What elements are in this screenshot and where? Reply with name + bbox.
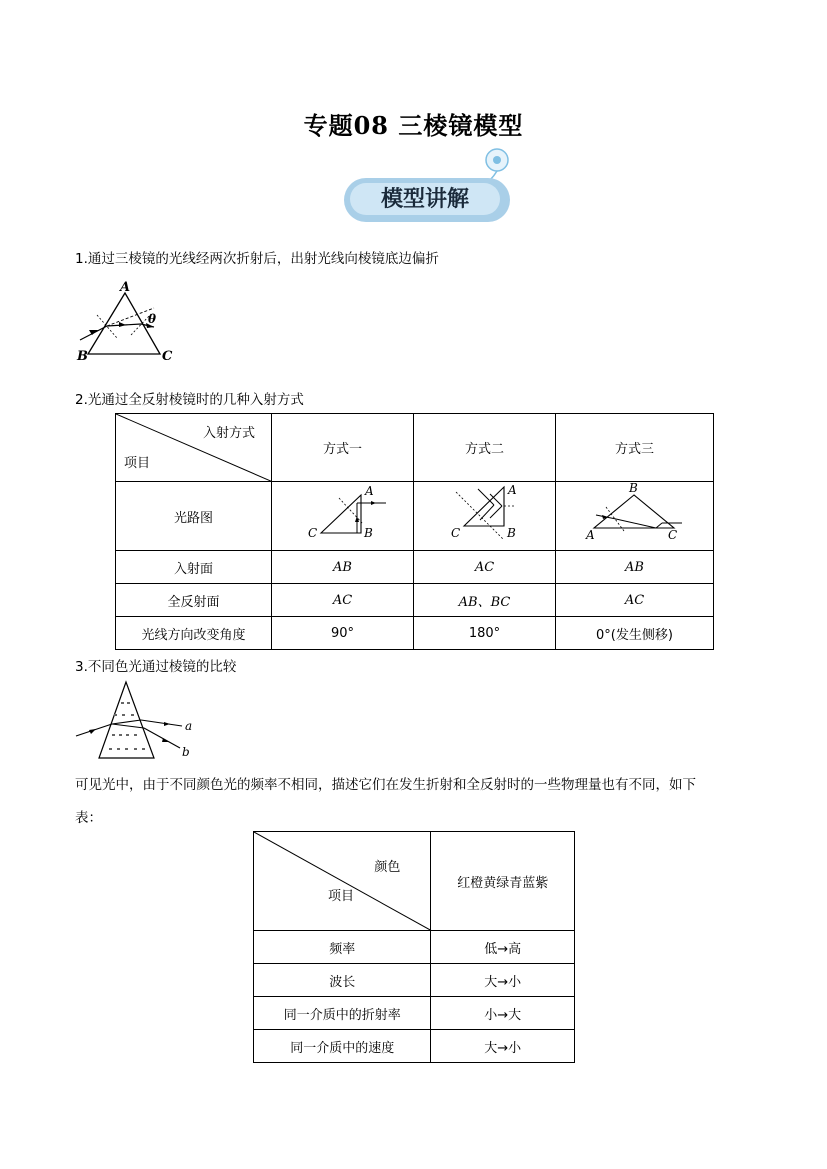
badge-label: 模型讲解 [380,187,469,212]
d2-b-label: B [507,526,517,540]
d1-a-label: A [364,484,374,498]
section-3-paragraph-line-2: 表： [75,810,102,826]
row-label: 全反射面 [116,584,272,617]
section-3-heading: 3.不同色光通过棱镜的比较 [75,659,237,675]
row-label: 频率 [254,931,431,964]
prism-deviation-figure [74,278,184,368]
table-cell: AB [272,551,414,584]
table-cell: 大→小 [431,1030,575,1063]
color-dispersion-figure [74,678,204,768]
table-cell: AB [555,551,713,584]
row-label: 同一介质中的折射率 [254,997,431,1030]
vertex-b-label: B [77,349,88,364]
corner-top-label: 颜色 [374,860,401,875]
table-cell: 大→小 [431,964,575,997]
page-title: 专题08 三棱镜模型 [303,111,524,140]
table-cell: 180° [414,617,556,650]
d1-c-label: C [307,526,317,540]
section-3-paragraph-line-1: 可见光中，由于不同颜色光的频率不相同，描述它们在发生折射和全反射时的一些物理量也有不同，如下 [75,777,696,793]
column-header: 方式一 [272,414,414,482]
diagram-cell [272,482,414,551]
vertex-c-label: C [162,349,173,364]
corner-bottom-label: 项目 [124,456,151,471]
table1-corner-cell [116,414,272,482]
table-cell: 小→大 [431,997,575,1030]
row-label: 入射面 [116,551,272,584]
column-header: 红橙黄绿青蓝紫 [431,832,575,931]
diagram-cell [414,482,556,551]
table-cell: AC [414,551,556,584]
row-label: 波长 [254,964,431,997]
table-cell: AB、BC [414,584,556,617]
light-path-diagram-3 [556,482,712,546]
corner-top-label: 入射方式 [203,426,256,441]
d2-c-label: C [451,526,461,540]
d3-a-label: A [586,528,596,542]
section-badge [344,178,510,222]
row-label: 光路图 [116,482,272,551]
d1-b-label: B [363,526,373,540]
theta-label: θ [148,312,157,326]
table-cell: AC [272,584,414,617]
light-path-diagram-1 [273,482,413,546]
d3-b-label: B [629,482,639,495]
color-properties-table [253,831,575,1063]
corner-bottom-label: 项目 [328,889,355,904]
total-reflection-table [115,413,714,650]
table-cell: 90° [272,617,414,650]
ray-a-label: a [185,719,193,733]
row-label: 同一介质中的速度 [254,1030,431,1063]
table-cell: 0°(发生侧移) [555,617,713,650]
flower-icon [482,146,512,182]
table2-corner-cell [254,832,431,931]
ray-b-label: b [182,745,190,759]
d2-a-label: A [508,483,518,497]
light-path-diagram-2 [414,482,554,546]
diagram-cell [555,482,713,551]
row-label: 光线方向改变角度 [116,617,272,650]
section-2-heading: 2.光通过全反射棱镜时的几种入射方式 [75,392,304,408]
d3-c-label: C [668,528,678,542]
section-1-heading: 1.通过三棱镜的光线经两次折射后，出射光线向棱镜底边偏折 [75,251,439,267]
column-header: 方式二 [414,414,556,482]
column-header: 方式三 [555,414,713,482]
table-cell: 低→高 [431,931,575,964]
vertex-a-label: A [120,280,131,295]
table-cell: AC [555,584,713,617]
